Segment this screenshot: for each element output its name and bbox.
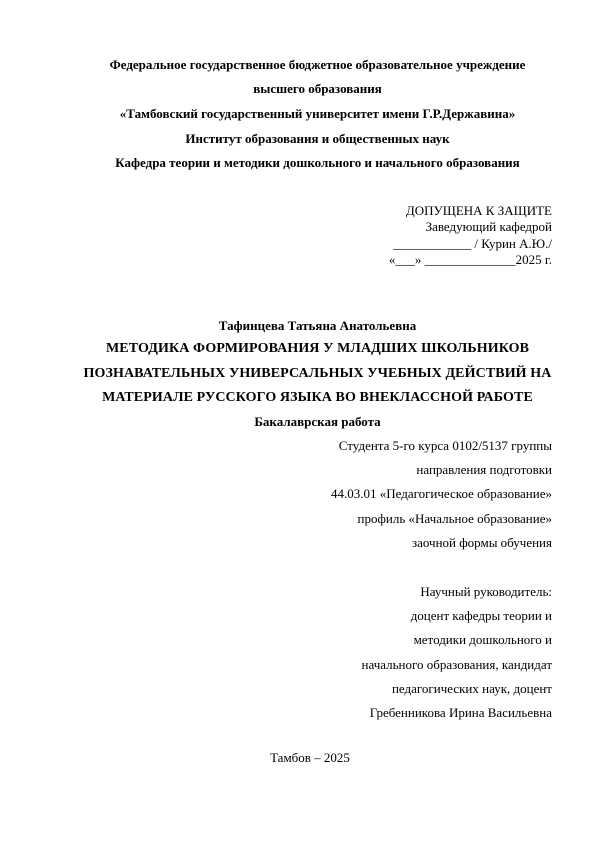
city-year: Тамбов – 2025: [270, 750, 350, 765]
work-type: Бакалаврская работа: [254, 414, 381, 429]
header-line-higher-education: высшего образования: [253, 81, 382, 96]
supervisor-name: Гребенникова Ирина Васильевна: [369, 705, 552, 720]
student-direction-label: направления подготовки: [416, 462, 552, 477]
supervisor-position-1: доцент кафедры теории и: [410, 608, 552, 623]
approval-signature-line: ____________ / Курин А.Ю./: [393, 236, 552, 251]
approval-head-of-department: Заведующий кафедрой: [425, 219, 552, 234]
header-line-department: Кафедра теории и методики дошкольного и начального образования: [115, 155, 520, 170]
header-line-federal: Федеральное государственное бюджетное образовательное учреждение: [109, 57, 526, 72]
approval-heading: ДОПУЩЕНА К ЗАЩИТЕ: [405, 203, 552, 218]
student-study-form: заочной формы обучения: [411, 535, 552, 550]
thesis-title-line-1: МЕТОДИКА ФОРМИРОВАНИЯ У МЛАДШИХ ШКОЛЬНИКОВ: [105, 341, 530, 356]
supervisor-degree: педагогических наук, доцент: [391, 681, 552, 696]
author-name: Тафинцева Татьяна Анатольевна: [218, 318, 417, 333]
approval-date-line: «___» ______________2025 г.: [388, 252, 552, 267]
student-direction-code: 44.03.01 «Педагогическое образование»: [330, 486, 552, 501]
supervisor-position-2: методики дошкольного и: [413, 632, 552, 647]
supervisor-label: Научный руководитель:: [420, 584, 552, 599]
supervisor-position-3: начального образования, кандидат: [361, 657, 552, 672]
thesis-title-line-3: МАТЕРИАЛЕ РУССКОГО ЯЗЫКА ВО ВНЕКЛАССНОЙ РАБОТЕ: [102, 390, 533, 405]
thesis-title-line-2: ПОЗНАВАТЕЛЬНЫХ УНИВЕРСАЛЬНЫХ УЧЕБНЫХ ДЕЙСТВИЙ НА: [83, 366, 552, 381]
header-line-institute: Институт образования и общественных наук: [185, 131, 450, 146]
student-profile: профиль «Начальное образование»: [357, 511, 552, 526]
header-line-university: «Тамбовский государственный университет имени Г.Р.Державина»: [119, 106, 516, 121]
student-course-group: Студента 5-го курса 0102/5137 группы: [338, 438, 552, 453]
